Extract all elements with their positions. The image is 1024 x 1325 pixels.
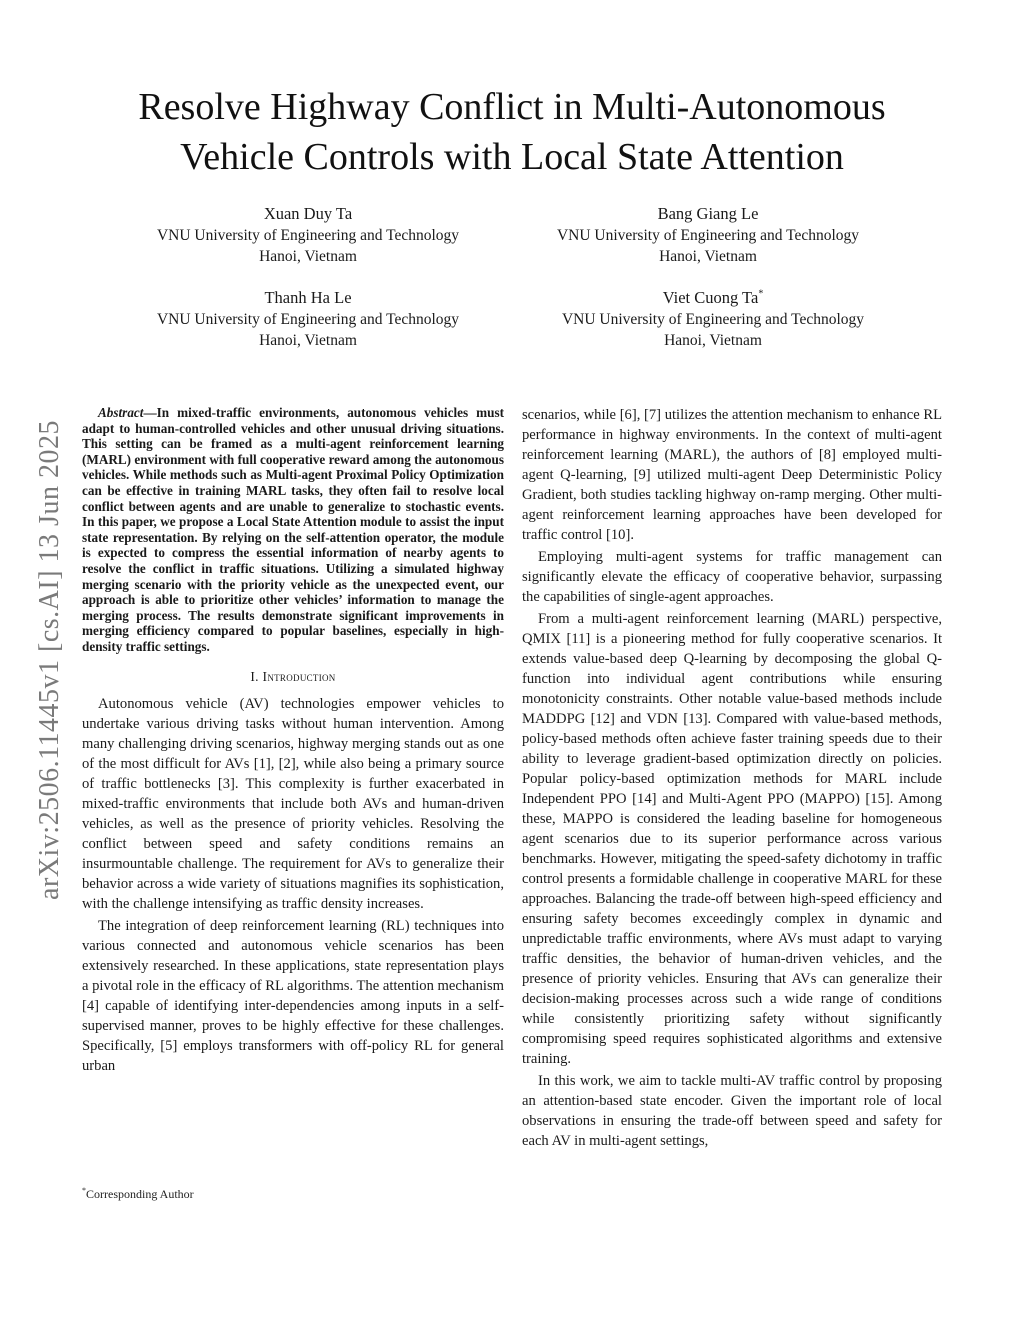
body-paragraph: In this work, we aim to tackle multi-AV traffic control by proposing an attention-based state encoder. Given the important role of local observations in ensuring the trade-off between speed and safety for each AV in multi-agent settings, [522,1073,942,1149]
author-block-2 [498,203,918,267]
author-affiliation: VNU University of Engineering and Technology [156,311,460,328]
author-affiliation: VNU University of Engineering and Technology [556,227,860,244]
section-heading-introduction: I. Introduction [250,668,336,684]
body-paragraph: From a multi-agent reinforcement learning (MARL) perspective, QMIX [11] is a pioneering method for fully cooperative scenarios. It extends value-based deep Q-learning by decomposing the global Q-function into individual agent contributions while ensuring monotonicity constraints. Other notable value-based methods include MADDPG [12] and VDN [13]. Compared with value-based methods, policy-based methods often achieve faster training speeds due to their ability to leverage gradient-based optimization directly on policies. Popular policy-based optimization methods for MARL include Independent PPO [14] and Multi-Agent PPO (MAPPO) [15]. Among these, MAPPO is considered the leading baseline for homogeneous agent scenarios due to its superior performance across various benchmarks. However, mitigating the speed-safety dichotomy in traffic control presents a formidable challenge in cooperative MARL for these approaches. Balancing the trade-off between high-speed efficiency and ensuring safety becomes exceedingly complex in dynamic and unpredictable traffic environments, where AVs must adapt to varying traffic densities, the behavior of human-driven vehicles, and the presence of priority vehicles. Ensuring that AVs can generalize their decision-making processes across such a wide range of conditions while consistently prioritizing safety without significantly compromising speed requires sophisticated algorithms and extensive training. [522,611,942,1067]
body-paragraph: scenarios, while [6], [7] utilizes the attention mechanism to enhance RL performance in highway environments. In the context of multi-agent reinforcement learning (MARL), the authors of [8] employed multi-agent Q-learning, [9] utilized multi-agent Deep Deterministic Policy Gradient, both studies tackling highway on-ramp merging. Other multi-agent reinforcement learning approaches have been developed for traffic control [10]. [522,407,942,543]
left-column [82,405,504,1078]
paper-title-line-2: Vehicle Controls with Local State Attention [180,136,844,178]
author-block-1 [98,203,518,267]
author-affiliation: VNU University of Engineering and Technology [561,311,865,328]
abstract [82,405,504,655]
author-location: Hanoi, Vietnam [659,248,757,265]
body-paragraph: Autonomous vehicle (AV) technologies empower vehicles to undertake various driving tasks without human intervention. Among many challenging driving scenarios, highway merging stands out as one of the most difficult for AVs [1], [2], while also being a primary source of traffic bottlenecks [3]. This complexity is further exacerbated in mixed-traffic environments that include both AVs and human-driven vehicles, as well as the presence of priority vehicles. Resolving the conflict between speed and safety conditions remains an insurmountable challenge. The requirement for AVs to generalize their behavior across a wide variety of situations magnifies its sophistication, with the challenge intensifying as traffic density increases. [82,695,504,912]
body-paragraph: The integration of deep reinforcement learning (RL) techniques into various connected and autonomous vehicle scenarios has been extensively researched. In these applications, state representation plays a pivotal role in the efficacy of RL algorithms. The attention mechanism [4] capable of identifying inter-dependencies among inputs in a self-supervised manner, proves to be highly effective for these challenges. Specifically, [5] employs transformers with off-policy RL for general urban [82,917,505,1074]
arxiv-identifier: arXiv:2506.11445v1 [cs.AI] 13 Jun 2025 [34,420,65,900]
author-name: Bang Giang Le [657,204,759,223]
author-block-3 [98,287,518,351]
footnote-mark: * [82,1186,86,1195]
right-column [522,405,942,1153]
abstract-text: In mixed-traffic environments, autonomous vehicles must adapt to human-controlled vehicles and other unusual driving situations. This setting can be framed as a multi-agent reinforcement learning (MARL) environment with full cooperative reward among the autonomous vehicles. While methods such as Multi-agent Proximal Policy Optimization can be effective in training MARL tasks, they often fail to resolve local conflict between agents and are unable to generalize to stochastic events. In this paper, we propose a Local State Attention module to assist the input state representation. By relying on the self-attention operator, the module is expected to compress the essential information of nearby agents to resolve the conflict in traffic situations. Utilizing a simulated highway merging scenario with the priority vehicle as the unexpected event, our approach is able to prioritize other vehicles’ information to manage the merging process. The results demonstrate significant improvements in merging efficiency compared to popular baselines, especially in high-density traffic settings. [82,405,504,654]
author-name: Viet Cuong Ta* [662,288,764,307]
abstract-label: Abstract [98,405,144,420]
footnote [82,1186,194,1202]
author-location: Hanoi, Vietnam [664,332,762,349]
footnote-text: Corresponding Author [86,1187,194,1201]
corresponding-author-mark: * [758,288,764,300]
author-name: Thanh Ha Le [264,288,352,307]
paper-title [60,82,964,182]
body-paragraph: Employing multi-agent systems for traffic management can significantly elevate the efficacy of cooperative behavior, surpassing the capabilities of single-agent approaches. [522,549,942,605]
author-affiliation: VNU University of Engineering and Technology [156,227,460,244]
author-location: Hanoi, Vietnam [259,248,357,265]
paper-title-line-1: Resolve Highway Conflict in Multi-Autonomous [138,86,886,128]
author-block-4 [503,287,923,351]
author-name: Xuan Duy Ta [263,204,353,223]
author-location: Hanoi, Vietnam [259,332,357,349]
abstract-dash: — [143,405,157,420]
